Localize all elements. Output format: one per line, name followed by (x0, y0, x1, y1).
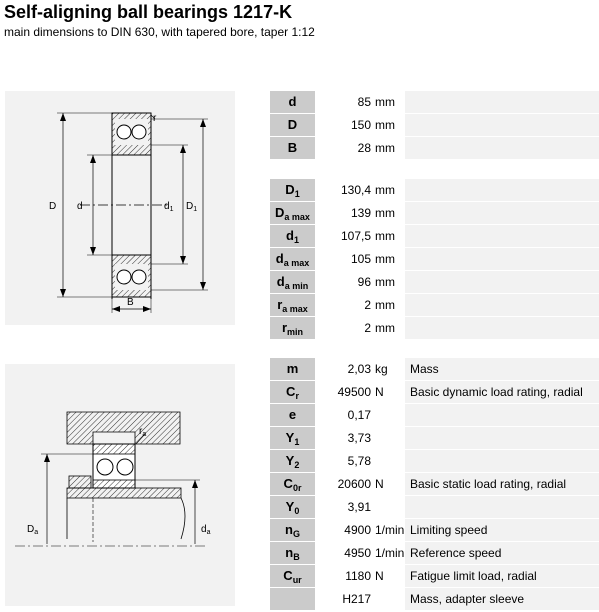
symbol-text: B (287, 140, 298, 155)
table-row (270, 137, 599, 159)
value-unit: mm (375, 252, 395, 266)
table-row (270, 179, 599, 201)
symbol-subscript: 1 (294, 437, 300, 447)
value-cell (315, 542, 405, 564)
table-row (270, 565, 599, 587)
table-row (270, 542, 599, 564)
value-unit: N (375, 385, 384, 399)
value-number: 49500 (337, 385, 371, 399)
value-unit: mm (375, 229, 395, 243)
symbol-cell (270, 565, 315, 587)
symbol-text: e (288, 407, 297, 422)
symbol-text: Y (285, 430, 295, 445)
symbol-text: D (285, 182, 295, 197)
symbol-cell (270, 271, 315, 293)
symbol-cell (270, 542, 315, 564)
symbol-subscript: a max (282, 304, 308, 314)
symbol-cell (270, 588, 315, 610)
symbol-cell (270, 404, 315, 426)
symbol-cell (270, 519, 315, 541)
label-Da: $D_a$ (27, 524, 39, 536)
description-cell: Limiting speed (410, 523, 488, 537)
description-cell: Basic dynamic load rating, radial (410, 385, 583, 399)
value-cell (315, 202, 405, 224)
symbol-text: Y (285, 453, 295, 468)
value-cell (315, 381, 405, 403)
symbol-cell (270, 202, 315, 224)
label-D1: $D_1$ (186, 201, 198, 213)
value-cell (315, 248, 405, 270)
value-cell (315, 404, 405, 426)
value-unit: 1/min (375, 546, 405, 560)
value-cell (315, 91, 405, 113)
value-number: 4900 (344, 523, 371, 537)
table-row (270, 91, 599, 113)
table-row (270, 473, 599, 495)
table-row (270, 404, 599, 426)
page-title: Self-aligning ball bearings 1217-K (4, 2, 293, 22)
value-unit: N (375, 569, 384, 583)
value-number: 139 (350, 206, 371, 220)
value-number: 3,73 (347, 431, 371, 445)
symbol-cell (270, 114, 315, 136)
table-row (270, 248, 599, 270)
table-row (270, 381, 599, 403)
table-row (270, 496, 599, 518)
mounting-dimensions-table (270, 179, 599, 340)
label-B: B (127, 297, 134, 308)
table-row (270, 202, 599, 224)
value-cell (315, 225, 405, 247)
symbol-subscript: 0r (292, 483, 302, 493)
page-subtitle: main dimensions to DIN 630, with tapered bore, taper 1:12 (4, 25, 315, 39)
value-cell (315, 137, 405, 159)
value-unit: mm (375, 275, 395, 289)
description-cell: Fatigue limit load, radial (410, 569, 537, 583)
value-number: 20600 (337, 477, 371, 491)
symbol-text: d (276, 274, 285, 289)
value-unit: mm (375, 206, 395, 220)
symbol-text: r (277, 297, 283, 312)
symbol-cell (270, 294, 315, 316)
value-number: 4950 (344, 546, 371, 560)
value-cell (315, 317, 405, 339)
symbol-subscript: 0 (294, 506, 300, 516)
value-cell (315, 473, 405, 495)
symbol-text: d (288, 94, 297, 109)
symbol-cell (270, 317, 315, 339)
value-cell (315, 427, 405, 449)
value-cell (315, 294, 405, 316)
description-cell: Mass (410, 362, 439, 376)
label-ra: $r_a$ (139, 426, 147, 438)
symbol-text: n (285, 522, 293, 537)
table-row (270, 519, 599, 541)
value-number: 1180 (345, 569, 371, 583)
value-unit: 1/min (375, 523, 405, 537)
value-number: 28 (357, 141, 371, 155)
value-cell (315, 358, 405, 380)
symbol-cell (270, 137, 315, 159)
value-unit: mm (375, 298, 395, 312)
symbol-cell (270, 381, 315, 403)
value-number: 5,78 (347, 454, 371, 468)
symbol-text: D (275, 205, 285, 220)
table-row (270, 317, 599, 339)
label-d: d (77, 201, 83, 212)
table-row (270, 271, 599, 293)
symbol-cell (270, 450, 315, 472)
table-row (270, 427, 599, 449)
value-unit: mm (375, 183, 395, 197)
bearing-cross-section-svg (5, 91, 235, 325)
symbol-cell (270, 91, 315, 113)
symbol-subscript: 1 (294, 189, 300, 199)
value-number: 96 (357, 275, 371, 289)
symbol-subscript: min (287, 327, 304, 337)
label-r: r (153, 113, 157, 124)
label-d1: $d_1$ (164, 201, 174, 213)
symbol-subscript: a min (284, 281, 309, 291)
value-number: 130,4 (340, 183, 371, 197)
value-cell (315, 565, 405, 587)
value-cell (315, 450, 405, 472)
value-unit: N (375, 477, 384, 491)
value-number: 2 (364, 298, 371, 312)
symbol-text: d (275, 251, 284, 266)
mounting-dimension-drawing (5, 364, 235, 606)
table-row (270, 588, 599, 610)
value-cell (315, 588, 405, 610)
symbol-cell (270, 248, 315, 270)
table-row (270, 114, 599, 136)
symbol-text: Y (285, 499, 295, 514)
label-D: D (49, 201, 57, 212)
symbol-text: n (285, 545, 294, 560)
symbol-text: C (283, 568, 293, 583)
value-number: 105 (350, 252, 371, 266)
symbol-text: d (286, 228, 294, 243)
value-unit: mm (375, 321, 395, 335)
symbol-cell (270, 358, 315, 380)
symbol-subscript: 2 (294, 460, 300, 470)
symbol-cell (270, 496, 315, 518)
value-number: 2 (364, 321, 371, 335)
symbol-subscript: B (293, 552, 300, 562)
value-unit: mm (375, 118, 395, 132)
symbol-text: r (281, 320, 288, 335)
description-cell: Basic static load rating, radial (410, 477, 567, 491)
table-row (270, 225, 599, 247)
mounting-cross-section-svg (5, 364, 235, 606)
value-unit: kg (375, 362, 388, 376)
symbol-cell (270, 473, 315, 495)
value-number: 0,17 (347, 408, 371, 422)
symbol-subscript: G (292, 529, 300, 539)
description-cell: Mass, adapter sleeve (410, 592, 525, 606)
bearing-dimension-drawing (5, 91, 235, 325)
symbol-text: C (283, 476, 293, 491)
bearing-data-table (270, 358, 599, 611)
symbol-subscript: 1 (293, 235, 299, 245)
table-row (270, 294, 599, 316)
symbol-text: C (286, 384, 296, 399)
label-da: $d_a$ (201, 524, 211, 536)
symbol-subscript: ur (292, 575, 302, 585)
value-number: H217 (342, 592, 371, 606)
value-cell (315, 179, 405, 201)
value-number: 3,91 (347, 500, 371, 514)
symbol-subscript: r (295, 391, 299, 401)
value-number: 150 (350, 118, 371, 132)
value-cell (315, 496, 405, 518)
symbol-cell (270, 427, 315, 449)
description-cell: Reference speed (410, 546, 502, 560)
value-cell (315, 519, 405, 541)
symbol-subscript: a max (284, 212, 310, 222)
value-unit: mm (375, 95, 395, 109)
table-row (270, 358, 599, 380)
value-cell (315, 114, 405, 136)
value-unit: mm (375, 141, 395, 155)
main-dimensions-table (270, 91, 599, 160)
symbol-cell (270, 179, 315, 201)
value-number: 107,5 (340, 229, 371, 243)
value-cell (315, 271, 405, 293)
symbol-text: m (286, 361, 299, 376)
symbol-text: D (287, 117, 298, 132)
symbol-subscript: a max (283, 258, 310, 268)
symbol-cell (270, 225, 315, 247)
table-row (270, 450, 599, 472)
value-number: 85 (357, 95, 371, 109)
value-number: 2,03 (347, 362, 371, 376)
